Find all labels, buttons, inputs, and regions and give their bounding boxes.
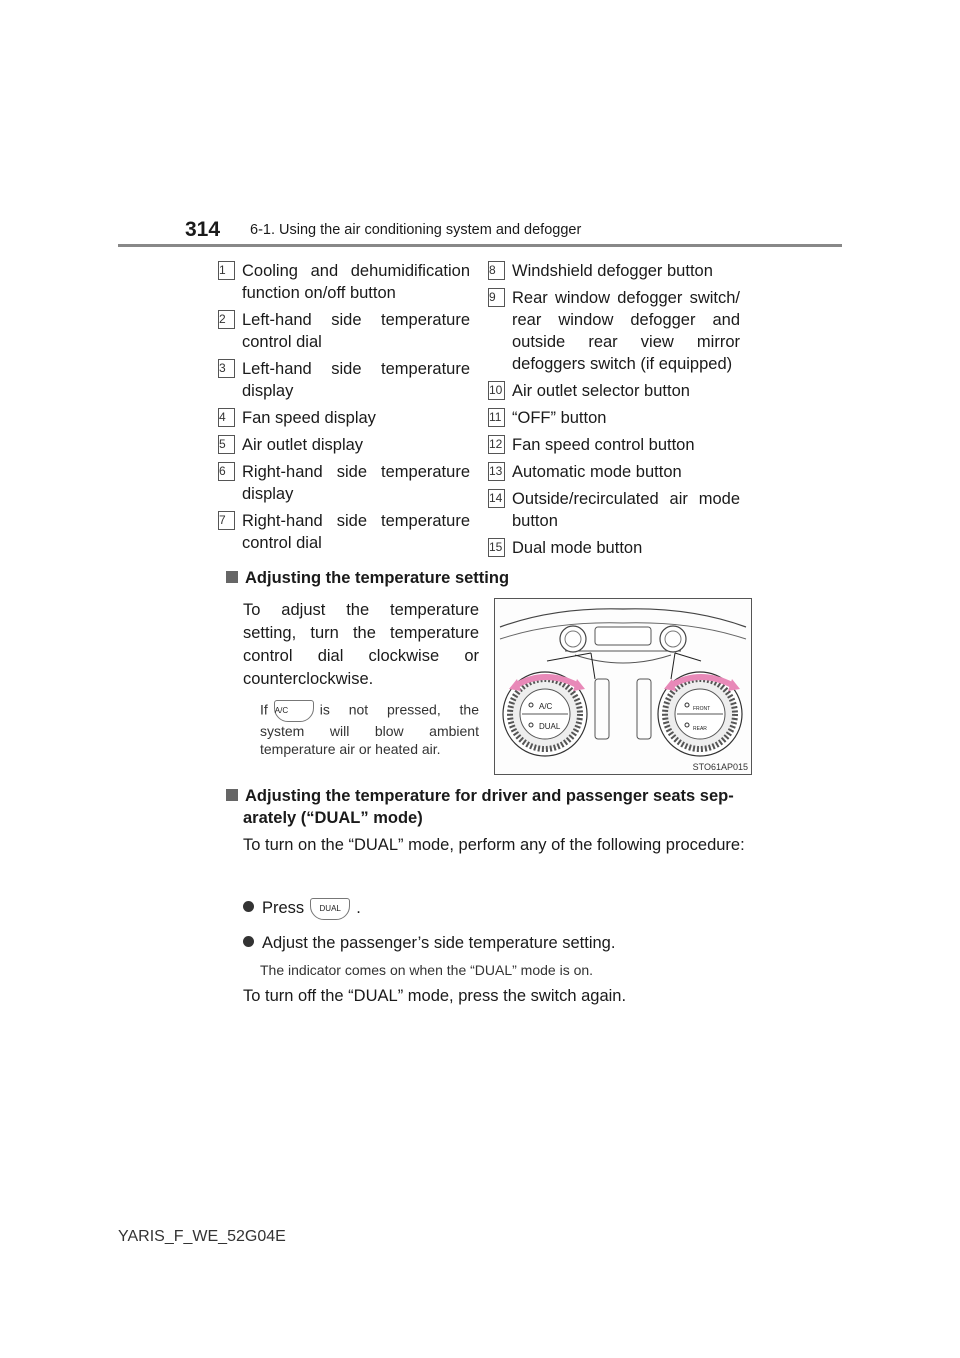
section-heading-text: arately (“DUAL” mode) xyxy=(243,809,423,827)
square-bullet-icon xyxy=(226,571,238,583)
legend-item-1 xyxy=(218,260,470,304)
section-body-text: To adjust the temperature setting, turn the temperature control dial clockwise or counterclockwise. xyxy=(243,601,479,688)
bullet-dot-icon xyxy=(243,901,254,912)
legend-item-text: Windshield defogger button xyxy=(512,262,713,280)
note-prefix: If xyxy=(260,701,268,718)
legend-item-text: Cooling and dehumidification function on/off button xyxy=(242,262,470,302)
legend-item-4 xyxy=(218,407,470,429)
legend-item-9 xyxy=(488,287,740,375)
section-title: 6-1. Using the air conditioning system and defogger xyxy=(250,222,582,238)
header-divider xyxy=(118,244,842,247)
callout-badge: 11 xyxy=(488,408,505,427)
section-heading-text: Adjusting the temperature for driver and passenger seats sep- xyxy=(245,787,734,805)
callout-badge: 8 xyxy=(488,261,505,280)
closing-text: To turn off the “DUAL” mode, press the switch again. xyxy=(243,987,627,1005)
legend-item-text: Automatic mode button xyxy=(512,463,682,481)
callout-badge: 10 xyxy=(488,381,505,400)
section-note: The indicator comes on when the “DUAL” mode is on. xyxy=(260,962,594,978)
callout-badge: 5 xyxy=(218,435,235,454)
legend-item-2 xyxy=(218,309,470,353)
callout-badge: 4 xyxy=(218,408,235,427)
page-number: 314 xyxy=(185,218,221,241)
legend-item-14 xyxy=(488,488,740,532)
legend-item-12 xyxy=(488,434,740,456)
callout-badge: 3 xyxy=(218,359,235,378)
legend-item-8 xyxy=(488,260,740,282)
legend-item-text: Left-hand side temperature control dial xyxy=(242,311,470,351)
section-heading-dual xyxy=(226,785,746,829)
legend-item-text: Outside/recirculated air mode button xyxy=(512,490,740,530)
callout-badge: 13 xyxy=(488,462,505,481)
legend-item-text: Right-hand side temperature display xyxy=(242,463,470,503)
bullet-prefix: Press xyxy=(262,899,305,917)
legend-item-7 xyxy=(218,510,470,554)
note-suffix: is not pressed, the system will blow ambient temperature air or heated air. xyxy=(260,701,479,757)
legend-item-5 xyxy=(218,434,470,456)
bullet-item xyxy=(243,897,361,920)
callout-badge: 6 xyxy=(218,462,235,481)
callout-badge: 12 xyxy=(488,435,505,454)
legend-item-6 xyxy=(218,461,470,505)
legend-item-text: “OFF” button xyxy=(512,409,607,427)
legend-item-11 xyxy=(488,407,740,429)
section-body-text: To turn on the “DUAL” mode, perform any of the following procedure: xyxy=(243,836,745,854)
legend-item-3 xyxy=(218,358,470,402)
dial-label: A/C xyxy=(539,702,553,711)
legend-item-text: Left-hand side temperature display xyxy=(242,360,470,400)
section-heading-text: Adjusting the temperature setting xyxy=(245,569,510,587)
dial-label: FRONT xyxy=(693,706,711,712)
bullet-dot-icon xyxy=(243,936,254,947)
callout-badge: 1 xyxy=(218,261,235,280)
legend-item-text: Air outlet selector button xyxy=(512,382,690,400)
legend-item-text: Dual mode button xyxy=(512,539,643,557)
bullet-suffix: . xyxy=(356,899,361,917)
callout-badge: 15 xyxy=(488,538,505,557)
ac-button-icon: A/C xyxy=(274,700,314,722)
legend-item-10 xyxy=(488,380,740,402)
callout-badge: 9 xyxy=(488,288,505,307)
callout-badge: 2 xyxy=(218,310,235,329)
bullet-item xyxy=(243,932,615,954)
dial-label: DUAL xyxy=(539,722,561,731)
legend-item-text: Right-hand side temperature control dial xyxy=(242,512,470,552)
figure-code: STO61AP015 xyxy=(692,762,748,772)
legend-item-text: Fan speed control button xyxy=(512,436,695,454)
dashboard-illustration-icon xyxy=(495,599,751,774)
legend-left-column xyxy=(218,260,470,559)
legend-item-13 xyxy=(488,461,740,483)
legend-item-text: Air outlet display xyxy=(242,436,364,454)
dual-button-icon: DUAL xyxy=(310,898,350,920)
dial-label: REAR xyxy=(693,726,707,732)
legend-item-text: Rear window defogger switch/ rear window defogger and outside rear view mirror defoggers switch (if equipped) xyxy=(512,289,740,373)
bullet-text: Adjust the passenger’s side temperature setting. xyxy=(262,934,616,952)
document-code: YARIS_F_WE_52G04E xyxy=(118,1228,286,1245)
legend-item-text: Fan speed display xyxy=(242,409,376,427)
climate-control-illustration xyxy=(494,598,752,775)
square-bullet-icon xyxy=(226,789,238,801)
callout-badge: 14 xyxy=(488,489,505,508)
section-note xyxy=(260,700,479,758)
callout-badge: 7 xyxy=(218,511,235,530)
legend-item-15 xyxy=(488,537,740,559)
section-heading-temperature xyxy=(226,567,509,589)
legend-right-column xyxy=(488,260,740,564)
